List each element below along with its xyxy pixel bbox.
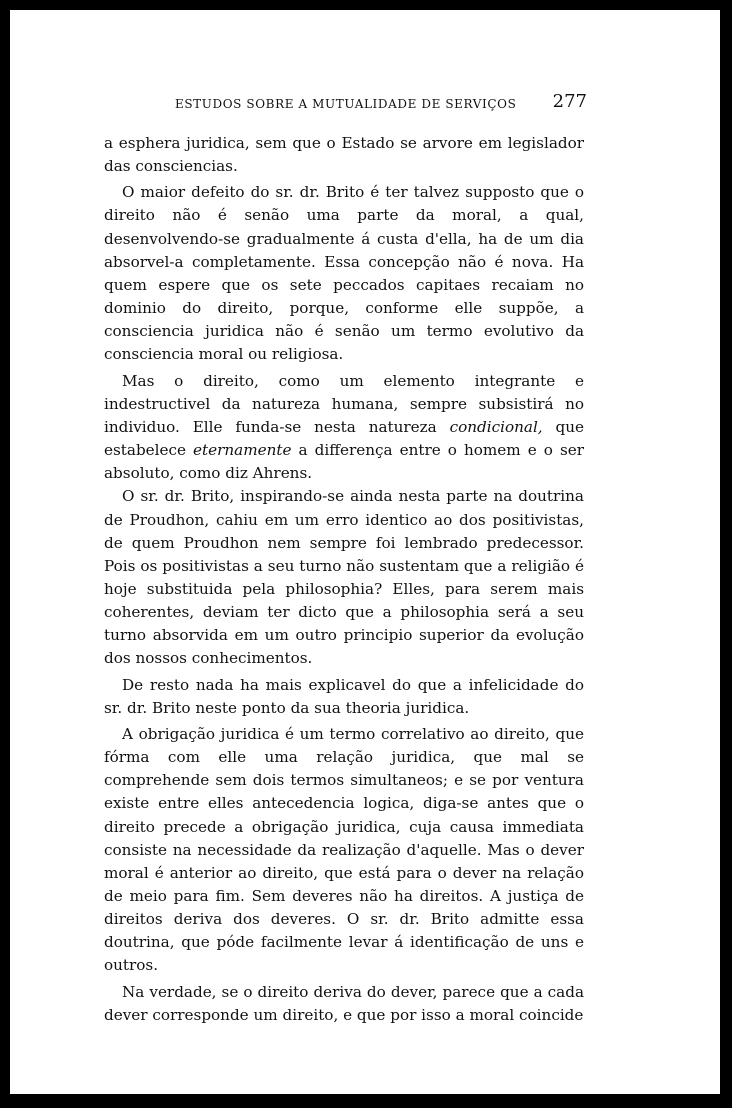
- paragraph: A obrigação juridica é um termo correlativo ao direito, que fórma com elle uma relação juridica, que mal se comprehende sem dois termos simultaneos; e se por ventura existe entre elles antecedencia logica, diga-se antes que o direito precede a obrigação juridica, cuja causa immediata consiste na necessidade da realização d'aquelle. Mas o dever moral é anterior ao direito, que está para o dever na relação de meio para fim. Sem deveres não ha direitos. A justiça de direitos deriva dos deveres. O sr. dr. Brito admitte essa doutrina, que póde facilmente levar á identificação de uns e outros.: [104, 724, 584, 975]
- paragraph-continuation: a esphera juridica, sem que o Estado se arvore em legislador das consciencias.: [104, 134, 584, 176]
- page-number: 277: [552, 91, 587, 112]
- paragraph-text: que estabelece: [104, 417, 584, 460]
- emphasis-text: condicional,: [449, 417, 543, 436]
- paragraph: [104, 370, 584, 486]
- paragraph: Na verdade, se o direito deriva do dever, parece que a cada dever corresponde um direito, e que por isso a moral coincide: [104, 982, 584, 1024]
- emphasis-text: eternamente: [193, 441, 292, 460]
- paragraph-text: Mas o direito, como um elemento integrante e indestructivel da natureza humana, sempre subsistirá no individuo. Elle funda-se nesta natureza: [104, 371, 584, 436]
- paragraph: O sr. dr. Brito, inspirando-se ainda nesta parte na doutrina de Proudhon, cahiu em um erro identico ao dos positivistas, de quem Proudhon nem sempre foi lembrado predecessor. Pois os positivistas a seu turno não sustentam que a religião é hoje substituida pela philosophia? Elles, para serem mais coherentes, deviam ter dicto que a philosophia será a seu turno absorvida em um outro principio superior da evolução dos nossos conhecimentos.: [104, 487, 584, 668]
- paragraph: O maior defeito do sr. dr. Brito é ter talvez supposto que o direito não é senão uma parte da moral, a qual, desenvolvendo-se gradualmente á custa d'ella, ha de um dia absorvel-a completamente. Essa concepção não é nova. Ha quem espere que os sete peccados capitaes recaiam no dominio do direito, porque, conforme elle suppõe, a consciencia juridica não é senão um termo evolutivo da consciencia moral ou religiosa.: [104, 183, 584, 364]
- page-header: [175, 93, 587, 115]
- body-text: [104, 132, 584, 1027]
- paragraph: De resto nada ha mais explicavel do que a infelicidade do sr. dr. Brito neste ponto da sua theoria juridica.: [104, 675, 584, 717]
- paragraph-text: a differença entre o homem e o ser absoluto, como diz Ahrens.: [104, 441, 584, 483]
- running-title: ESTUDOS SOBRE A MUTUALIDADE DE SERVIÇOS: [175, 97, 517, 111]
